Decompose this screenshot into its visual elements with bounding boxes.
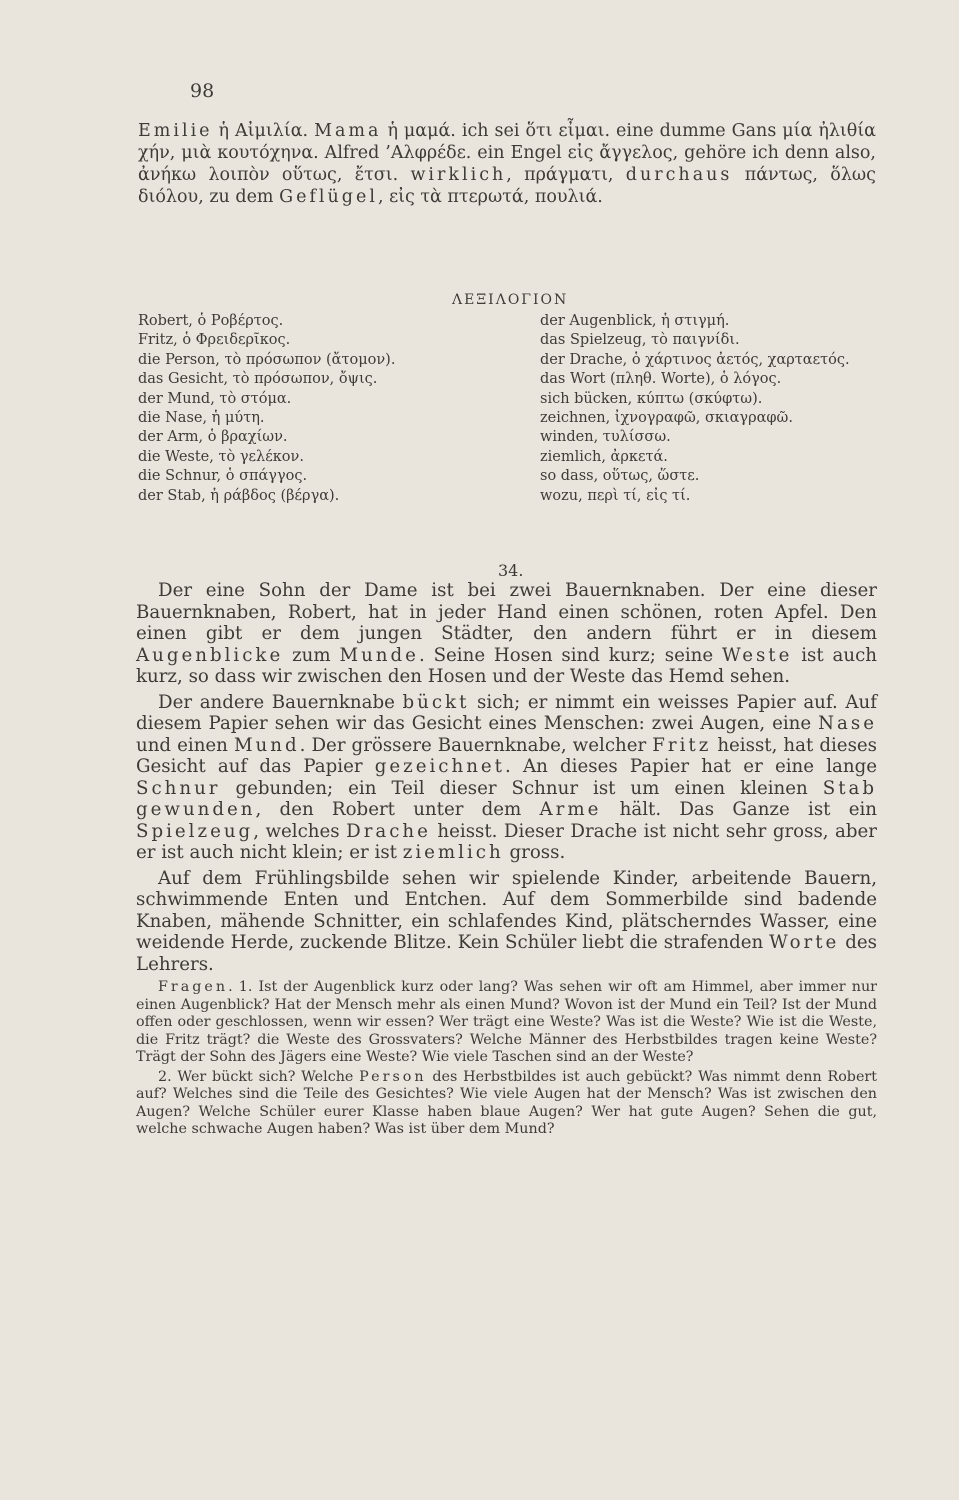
vocab-item: die Weste, τὸ γελέκον. (138, 448, 304, 465)
vocab-item: Fritz, ὁ Φρειδερῖκος. (138, 332, 291, 349)
vocab-item: das Gesicht, τὸ πρόσωπον, ὄψις. (138, 371, 378, 388)
vocab-item: der Stab, ἡ ράβδος (βέργα). (138, 487, 340, 504)
lexikon-heading: ΛΕΞΙΛΟΓΙΟΝ (452, 292, 569, 308)
vocab-item: der Arm, ὁ βραχίων. (138, 429, 288, 446)
vocab-list-left (138, 312, 458, 506)
vocab-item: der Augenblick, ἡ στιγμή. (540, 313, 730, 329)
paragraph-2 (136, 692, 877, 864)
question-block-2 (136, 1069, 877, 1139)
spaced-word: bückt (402, 691, 470, 713)
spaced-word: Person (359, 1068, 427, 1085)
spaced-word: ziemlich (402, 842, 504, 863)
vocab-item: das Wort (πληθ. Worte), ὁ λόγος. (540, 371, 782, 388)
text-run: . Der grössere Bauernknabe, welcher (299, 734, 653, 756)
text-run: ἡ Αἰμιλία. (212, 121, 315, 141)
text-run: Der eine Sohn der Dame ist bei zwei Bauernknaben. Der eine dieser Bauernknaben, Robert, hat in jeder Hand einen schönen, roten Apfel. Den einen gibt er dem jungen Städter, den andern führt er in diesem (136, 580, 877, 644)
text-run: Der andere Bauernknabe (158, 691, 403, 713)
paragraph-1 (136, 580, 877, 688)
text-run: zum (283, 644, 340, 666)
text-run: und einen (136, 734, 234, 756)
text-run: hält. Das Ganze ist ein (601, 799, 877, 820)
spaced-word: Schnur (136, 777, 221, 799)
intro-paragraph (138, 120, 876, 208)
spaced-word: Drache (346, 820, 431, 842)
text-run: des Herbstbildes ist auch gebückt? Was nimmt denn Robert auf? Welches sind die Teile des Gesichtes? Wie viele Augen hat der Mensch? Was ist zwischen den Augen? Welche Schüler eurer Klasse haben blaue Augen? Wer hat gute Augen? Sehen die gut, welche schwache Augen haben? Was ist über dem Mund? (136, 1068, 878, 1137)
text-run: ist auch kurz, so dass wir zwischen den Hosen und der Weste das Hemd sehen. (136, 644, 877, 687)
spaced-word: gewunden (136, 799, 256, 820)
intro-vocabulary (138, 120, 876, 208)
vocab-item: ziemlich, ἀρκετά. (540, 448, 668, 465)
paragraph-3 (136, 868, 877, 976)
vocab-item: die Nase, ἡ μύτη. (138, 410, 265, 427)
text-run: heisst, hat dieses Gesicht auf das Papier (136, 734, 877, 777)
spaced-word: Nase (818, 713, 877, 734)
vocab-item: die Schnur, ὁ σπάγγος. (138, 468, 308, 485)
vocab-item: winden, τυλίσσω. (540, 429, 671, 446)
spaced-word: Fragen (158, 979, 229, 995)
vocab-item: der Mund, τὸ στόμα. (138, 390, 292, 407)
spaced-word: Mund (233, 734, 300, 756)
spaced-word: Spielzeug (136, 820, 254, 842)
vocab-item: Robert, ὁ Ροβέρτος. (138, 313, 284, 329)
text-run: 2. Wer bückt sich? Welche (158, 1068, 360, 1085)
text-run: heisst. Dieser Drache ist nicht sehr gross, aber er ist auch nicht klein; er ist (136, 820, 877, 863)
text-run: Auf dem Frühlingsbilde sehen wir spielende Kinder, arbeitende Bauern, schwimmende Enten und Entchen. Auf dem Sommerbilde sind badende Knaben, mähende Schnitter, ein schlafendes Kind, plätscherndes Wasser, eine weidende Herde, zuckende Blitze. Kein Schüler liebt die strafenden (136, 867, 877, 953)
text-run: . 1. Ist der Augenblick kurz oder lang? Was sehen wir oft am Himmel, aber immer nur einen Augenblick? Hat der Mensch mehr als einen Mund? Wovon ist der Mund ein Teil? Ist der Mund offen oder geschlossen, wenn wir essen? Wer trägt eine Weste? Was ist die Weste? Wie ist die Weste, die Fritz trägt? die Weste des Grossvaters? Welche Männer des Herbstbildes tragen keine Weste? Trägt der Sohn des Jägers eine Weste? Wie viele Taschen sind an der Weste? (136, 979, 877, 1065)
text-run: πάντως, ὅλως διόλου, zu dem (138, 165, 876, 207)
text-run: des Lehrers. (136, 932, 877, 975)
spaced-word: Mama (314, 121, 382, 141)
spaced-word: Geflügel (279, 187, 378, 207)
spaced-word: wirklich (410, 165, 507, 185)
text-run: gross. (503, 842, 566, 863)
spaced-word: Arme (539, 799, 602, 820)
questions (136, 979, 877, 1139)
text-run: gebunden; ein Teil dieser Schnur ist um einen kleinen (220, 777, 823, 799)
text-run: , πράγματι, (506, 165, 626, 185)
lesson-text (136, 580, 877, 1139)
vocab-item: wozu, περὶ τί, εἰς τί. (540, 487, 691, 504)
spaced-word: Emilie (138, 121, 213, 141)
spaced-word: durchaus (625, 165, 733, 185)
question-block-1 (136, 979, 877, 1067)
spaced-word: Stab (822, 777, 877, 799)
text-run: , welches (253, 820, 347, 842)
text-run: . An dieses Papier hat er eine lange (505, 756, 877, 777)
vocab-item: der Drache, ὁ χάρτινος ἀετός, χαρταετός. (540, 351, 850, 368)
vocab-item: sich bücken, κύπτω (σκύφτω). (540, 390, 763, 407)
text-run: sich; er nimmt ein weisses Papier auf. Auf diesem Papier sehen wir das Gesicht eines Menschen: zwei Augen, eine (136, 691, 877, 734)
text-run: . Seine Hosen sind kurz; seine (418, 644, 722, 666)
spaced-word: Worte (769, 932, 840, 953)
vocab-item: zeichnen, ἰχνογραφῶ, σκιαγραφῶ. (540, 410, 793, 427)
spaced-word: Augenblicke (136, 644, 284, 666)
text-run: , εἰς τὰ πτερωτά, πουλιά. (377, 187, 603, 207)
lesson-number: 34. (498, 561, 524, 580)
text-run: ἡ μαμά. ich sei ὅτι εἶμαι. eine dumme Gans μία ἠλιθία χήν, μιὰ κουτόχηνα. Alfred ’Αλφρέδε. ein Engel εἰς ἄγγελος, gehöre ich denn also, ἀνήκω λοιπὸν οὕτως, ἔτσι. (138, 121, 876, 185)
vocab-item: so dass, οὕτως, ὥστε. (540, 468, 700, 485)
spaced-word: Fritz (652, 734, 712, 756)
vocab-item: die Person, τὸ πρόσωπον (ἄτομον). (138, 351, 396, 368)
page-number: 98 (190, 80, 215, 102)
text-run: , den Robert unter dem (255, 799, 540, 820)
spaced-word: Weste (721, 644, 793, 666)
vocab-item: das Spielzeug, τὸ παιγνίδι. (540, 332, 740, 349)
spaced-word: Munde (339, 644, 419, 666)
vocab-list-right (540, 312, 890, 506)
spaced-word: gezeichnet (374, 756, 505, 777)
